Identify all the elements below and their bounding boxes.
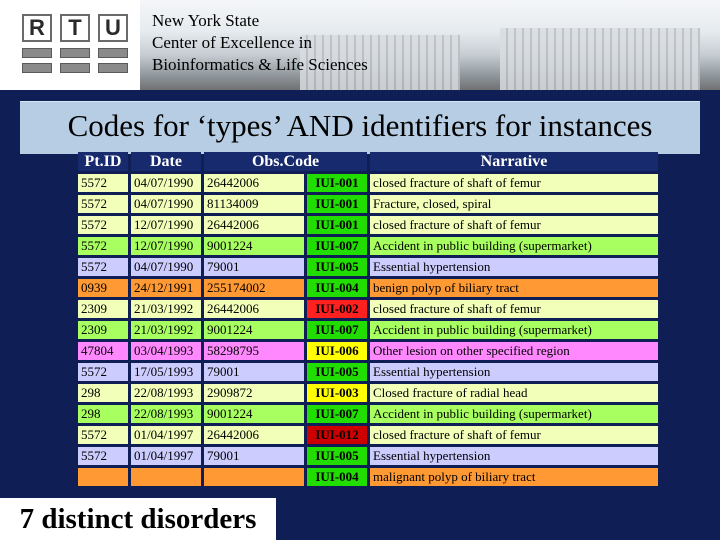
cell-instance-code: IUI-012: [307, 426, 367, 444]
cell-instance-code: IUI-007: [307, 237, 367, 255]
cell-obscode: 26442006: [204, 216, 304, 234]
header-banner: [0, 0, 720, 90]
cell-date: 24/12/1991: [131, 279, 201, 297]
cell-instance-code: IUI-004: [307, 279, 367, 297]
cell-ptid: 2309: [78, 300, 128, 318]
logo-letter-u: U: [98, 14, 128, 42]
table-row: [78, 447, 658, 465]
cell-instance-code: IUI-004: [307, 468, 367, 486]
header-date: Date: [131, 152, 201, 171]
cell-ptid: 5572: [78, 363, 128, 381]
table-row: [78, 468, 658, 486]
cell-ptid: 298: [78, 405, 128, 423]
table-row: [78, 279, 658, 297]
cell-date: 17/05/1993: [131, 363, 201, 381]
cell-date: 21/03/1992: [131, 321, 201, 339]
cell-ptid: 5572: [78, 258, 128, 276]
table-row: [78, 321, 658, 339]
cell-instance-code: IUI-003: [307, 384, 367, 402]
cell-date: 01/04/1997: [131, 426, 201, 444]
cell-obscode: 9001224: [204, 321, 304, 339]
cell-ptid: 5572: [78, 426, 128, 444]
cell-date: 03/04/1993: [131, 342, 201, 360]
table-row: [78, 300, 658, 318]
cell-instance-code: IUI-006: [307, 342, 367, 360]
cell-date: 22/08/1993: [131, 405, 201, 423]
cell-obscode: 9001224: [204, 237, 304, 255]
cell-obscode: 79001: [204, 258, 304, 276]
logo-letter-t: T: [60, 14, 90, 42]
distinct-disorders-callout: 7 distinct disorders: [0, 498, 276, 540]
cell-ptid: 5572: [78, 174, 128, 192]
cell-instance-code: IUI-002: [307, 300, 367, 318]
cell-instance-code: IUI-005: [307, 447, 367, 465]
table-header-row: [78, 152, 658, 171]
cell-ptid: 2309: [78, 321, 128, 339]
cell-instance-code: IUI-007: [307, 405, 367, 423]
org-line-3: Bioinformatics & Life Sciences: [152, 55, 368, 74]
cell-narrative: malignant polyp of biliary tract: [370, 468, 658, 486]
header-ptid: Pt.ID: [78, 152, 128, 171]
cell-obscode: [204, 468, 304, 486]
cell-narrative: closed fracture of shaft of femur: [370, 216, 658, 234]
cell-instance-code: IUI-001: [307, 195, 367, 213]
cell-narrative: Accident in public building (supermarket): [370, 405, 658, 423]
cell-ptid: 5572: [78, 447, 128, 465]
cell-instance-code: IUI-005: [307, 363, 367, 381]
cell-date: 04/07/1990: [131, 195, 201, 213]
cell-ptid: 5572: [78, 195, 128, 213]
cell-date: 04/07/1990: [131, 174, 201, 192]
org-line-2: Center of Excellence in: [152, 33, 313, 52]
cell-narrative: closed fracture of shaft of femur: [370, 300, 658, 318]
cell-obscode: 79001: [204, 447, 304, 465]
cell-obscode: 255174002: [204, 279, 304, 297]
cell-narrative: Essential hypertension: [370, 258, 658, 276]
cell-narrative: Closed fracture of radial head: [370, 384, 658, 402]
cell-narrative: closed fracture of shaft of femur: [370, 174, 658, 192]
cell-narrative: Fracture, closed, spiral: [370, 195, 658, 213]
cell-ptid: 5572: [78, 216, 128, 234]
cell-obscode: 2909872: [204, 384, 304, 402]
table-row: [78, 216, 658, 234]
organization-name: [152, 10, 368, 76]
cell-date: 21/03/1992: [131, 300, 201, 318]
cell-narrative: Other lesion on other specified region: [370, 342, 658, 360]
cell-instance-code: IUI-001: [307, 174, 367, 192]
cell-instance-code: IUI-007: [307, 321, 367, 339]
cell-obscode: 81134009: [204, 195, 304, 213]
header-narrative: Narrative: [370, 152, 658, 171]
cell-ptid: 5572: [78, 237, 128, 255]
cell-instance-code: IUI-001: [307, 216, 367, 234]
cell-narrative: closed fracture of shaft of femur: [370, 426, 658, 444]
org-line-1: New York State: [152, 11, 260, 30]
cell-obscode: 26442006: [204, 300, 304, 318]
cell-narrative: Essential hypertension: [370, 447, 658, 465]
cell-obscode: 9001224: [204, 405, 304, 423]
cell-narrative: benign polyp of biliary tract: [370, 279, 658, 297]
cell-date: 01/04/1997: [131, 447, 201, 465]
cell-date: 04/07/1990: [131, 258, 201, 276]
data-table: [75, 149, 661, 489]
table-row: [78, 237, 658, 255]
table-row: [78, 384, 658, 402]
cell-date: 12/07/1990: [131, 216, 201, 234]
cell-narrative: Accident in public building (supermarket): [370, 237, 658, 255]
cell-date: 12/07/1990: [131, 237, 201, 255]
table-row: [78, 426, 658, 444]
cell-ptid: 0939: [78, 279, 128, 297]
cell-obscode: 26442006: [204, 174, 304, 192]
header-obscode: Obs.Code: [204, 152, 367, 171]
table-row: [78, 405, 658, 423]
rtu-logo: [22, 8, 140, 80]
table-row: [78, 342, 658, 360]
cell-obscode: 58298795: [204, 342, 304, 360]
cell-obscode: 26442006: [204, 426, 304, 444]
cell-ptid: 298: [78, 384, 128, 402]
table-row: [78, 363, 658, 381]
cell-obscode: 79001: [204, 363, 304, 381]
table-row: [78, 258, 658, 276]
cell-narrative: Essential hypertension: [370, 363, 658, 381]
slide-title: Codes for ‘types’ AND identifiers for instances: [67, 108, 653, 143]
table-row: [78, 174, 658, 192]
cell-date: 22/08/1993: [131, 384, 201, 402]
cell-ptid: [78, 468, 128, 486]
cell-ptid: 47804: [78, 342, 128, 360]
cell-narrative: Accident in public building (supermarket): [370, 321, 658, 339]
cell-instance-code: IUI-005: [307, 258, 367, 276]
logo-letter-r: R: [22, 14, 52, 42]
cell-date: [131, 468, 201, 486]
table-row: [78, 195, 658, 213]
